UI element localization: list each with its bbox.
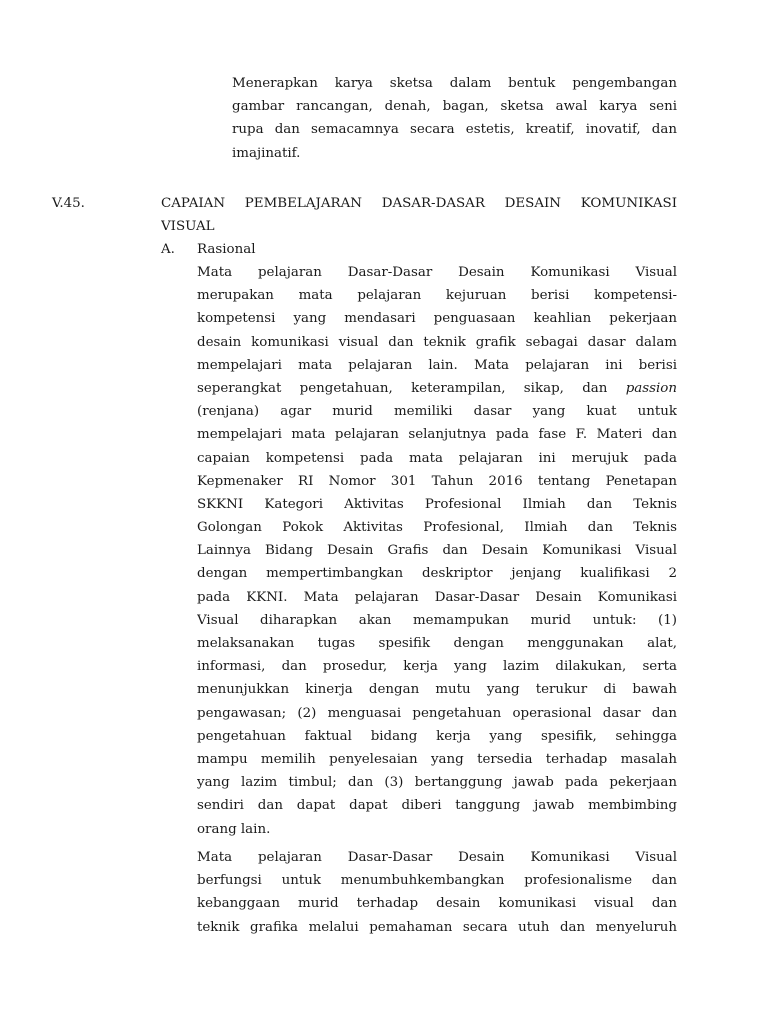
paragraph-line: menunjukkan kinerja dengan mutu yang terukur di bawah xyxy=(197,682,677,698)
paragraph-line: sendiri dan dapat dapat diberi tanggung jawab membimbing xyxy=(197,798,677,814)
paragraph-line: Visual diharapkan akan memampukan murid untuk: (1) xyxy=(197,612,677,628)
paragraph-line: desain komunikasi visual dan teknik grafik sebagai dasar dalam xyxy=(197,334,677,350)
paragraph-line: orang lain. xyxy=(197,821,271,837)
paragraph-line: kompetensi yang mendasari penguasaan keahlian pekerjaan xyxy=(197,311,677,327)
intro-line: rupa dan semacamnya secara estetis, kreatif, inovatif, dan xyxy=(232,122,677,138)
paragraph-line: pada KKNI. Mata pelajaran Dasar-Dasar Desain Komunikasi xyxy=(197,589,677,605)
intro-paragraph xyxy=(232,72,677,165)
subsection-letter: A. xyxy=(161,242,175,257)
section-title xyxy=(161,192,677,238)
paragraph-line: informasi, dan prosedur, kerja yang lazim dilakukan, serta xyxy=(197,659,677,675)
paragraph-line-text: seperangkat pengetahuan, keterampilan, sikap, dan xyxy=(197,380,608,396)
section-title-line: VISUAL xyxy=(161,219,215,235)
paragraph-line: Golongan Pokok Aktivitas Profesional, Ilmiah dan Teknis xyxy=(197,520,677,536)
rationale-paragraph-2 xyxy=(197,846,677,939)
paragraph-line: Mata pelajaran Dasar-Dasar Desain Komunikasi Visual xyxy=(197,850,677,865)
paragraph-line: (renjana) agar murid memiliki dasar yang kuat untuk xyxy=(197,404,677,420)
paragraph-line: pengawasan; (2) menguasai pengetahuan operasional dasar dan xyxy=(197,705,677,721)
paragraph-line: kebanggaan murid terhadap desain komunikasi visual dan xyxy=(197,896,677,912)
intro-line: Menerapkan karya sketsa dalam bentuk pengembangan xyxy=(232,76,677,91)
rationale-paragraph-1 xyxy=(197,261,677,841)
paragraph-line: merupakan mata pelajaran kejuruan berisi kompetensi- xyxy=(197,288,677,304)
paragraph-line: mampu memilih penyelesaian yang tersedia terhadap masalah xyxy=(197,751,677,767)
paragraph-line: pengetahuan faktual bidang kerja yang spesifik, sehingga xyxy=(197,728,677,744)
paragraph-line: mempelajari mata pelajaran lain. Mata pelajaran ini berisi xyxy=(197,357,677,373)
paragraph-line: capaian kompetensi pada mata pelajaran ini merujuk pada xyxy=(197,450,677,466)
italic-term: passion xyxy=(625,380,677,396)
paragraph-line: dengan mempertimbangkan deskriptor jenjang kualifikasi 2 xyxy=(197,566,677,582)
paragraph-line: teknik grafika melalui pemahaman secara utuh dan menyeluruh xyxy=(197,919,677,935)
subsection-title: Rasional xyxy=(197,242,256,257)
paragraph-line: berfungsi untuk menumbuhkembangkan profesionalisme dan xyxy=(197,873,677,889)
section-number: V.45. xyxy=(52,196,85,211)
section-title-line: CAPAIAN PEMBELAJARAN DASAR-DASAR DESAIN KOMUNIKASI xyxy=(161,196,677,211)
paragraph-line: SKKNI Kategori Aktivitas Profesional Ilmiah dan Teknis xyxy=(197,496,677,512)
paragraph-line-with-italic xyxy=(197,377,677,400)
paragraph-line: Kepmenaker RI Nomor 301 Tahun 2016 tentang Penetapan xyxy=(197,473,677,489)
paragraph-line: mempelajari mata pelajaran selanjutnya pada fase F. Materi dan xyxy=(197,427,677,443)
paragraph-line: Mata pelajaran Dasar-Dasar Desain Komunikasi Visual xyxy=(197,265,677,280)
paragraph-line: melaksanakan tugas spesifik dengan menggunakan alat, xyxy=(197,636,677,651)
paragraph-line: yang lazim timbul; dan (3) bertanggung jawab pada pekerjaan xyxy=(197,775,677,791)
intro-line: imajinatif. xyxy=(232,145,301,161)
intro-line: gambar rancangan, denah, bagan, sketsa awal karya seni xyxy=(232,99,677,115)
paragraph-line: Lainnya Bidang Desain Grafis dan Desain Komunikasi Visual xyxy=(197,543,677,559)
